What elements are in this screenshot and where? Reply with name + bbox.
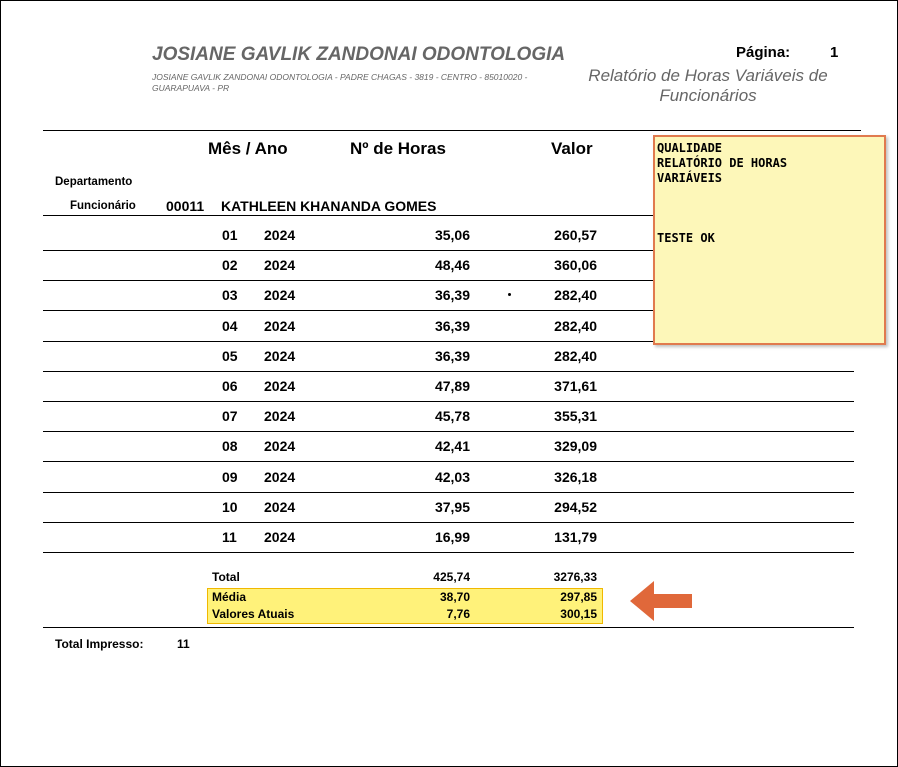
row-month: 07 [222,408,238,424]
row-hours: 47,89 [434,378,470,394]
header-divider [43,130,861,131]
employee-label: Funcionário [70,200,136,212]
row-year: 2024 [264,438,296,454]
note-line-4: TESTE OK [657,231,715,245]
row-divider [43,431,854,432]
current-hours: 7,76 [446,607,470,621]
row-hours: 42,41 [434,438,470,454]
row-value: 294,52 [554,499,597,515]
row-month: 08 [222,438,238,454]
row-divider [43,401,854,402]
row-hours: 36,39 [434,287,470,303]
row-year: 2024 [264,529,296,545]
row-hours: 16,99 [434,529,470,545]
summary-divider [43,627,854,628]
left-arrow-icon [628,578,694,624]
row-value: 360,06 [554,257,597,273]
page-number: 1 [830,44,839,61]
column-value: Valor [551,139,593,158]
row-year: 2024 [264,318,296,334]
company-address: JOSIANE GAVLIK ZANDONAI ODONTOLOGIA - PADRE CHAGAS - 3819 - CENTRO - 85010020 - GUARAPUAVA - PR [152,72,528,93]
note-line-3: VARIÁVEIS [657,171,723,185]
row-month: 09 [222,469,238,485]
stray-dot [508,293,511,296]
row-value: 371,61 [554,378,597,394]
row-hours: 37,95 [434,499,470,515]
row-hours: 36,39 [434,318,470,334]
row-month: 02 [222,257,238,273]
row-divider [43,522,854,523]
row-value: 282,40 [554,318,597,334]
current-values-label: Valores Atuais [212,607,295,621]
average-value: 297,85 [560,590,597,604]
column-month-year: Mês / Ano [208,139,288,158]
total-printed-label: Total Impresso: [55,637,144,651]
row-year: 2024 [264,227,296,243]
row-value: 131,79 [554,529,597,545]
row-value: 355,31 [554,408,597,424]
department-label: Departamento [55,176,133,188]
row-divider [43,371,854,372]
row-month: 05 [222,348,238,364]
row-hours: 35,06 [434,227,470,243]
row-value: 260,57 [554,227,597,243]
total-hours: 425,74 [433,570,470,584]
row-year: 2024 [264,348,296,364]
average-hours: 38,70 [439,590,470,604]
employee-code: 00011 [166,198,205,214]
row-hours: 45,78 [434,408,470,424]
row-value: 282,40 [554,348,597,364]
row-divider [43,461,854,462]
row-year: 2024 [264,378,296,394]
row-year: 2024 [264,257,296,273]
row-month: 04 [222,318,238,334]
row-divider [43,492,854,493]
sticky-note [653,135,886,345]
employee-name: KATHLEEN KHANANDA GOMES [221,198,437,214]
total-printed-count: 11 [177,637,190,651]
company-name: JOSIANE GAVLIK ZANDONAI ODONTOLOGIA [152,44,566,65]
row-month: 01 [222,227,238,243]
row-hours: 42,03 [434,469,470,485]
row-year: 2024 [264,408,296,424]
row-year: 2024 [264,499,296,515]
row-month: 10 [222,499,238,515]
row-value: 326,18 [554,469,597,485]
total-value: 3276,33 [553,570,597,584]
report-title: Relatório de Horas Variáveis de Funcionários [588,66,828,105]
row-divider [43,552,854,553]
row-year: 2024 [264,287,296,303]
row-month: 06 [222,378,238,394]
row-hours: 48,46 [434,257,470,273]
current-value: 300,15 [560,607,597,621]
row-month: 03 [222,287,238,303]
row-value: 329,09 [554,438,597,454]
note-line-2: RELATÓRIO DE HORAS [657,156,788,170]
row-hours: 36,39 [434,348,470,364]
row-year: 2024 [264,469,296,485]
row-month: 11 [222,529,237,545]
average-label: Média [212,590,247,604]
row-value: 282,40 [554,287,597,303]
total-label: Total [212,570,240,584]
note-line-1: QUALIDADE [657,141,723,155]
column-hours: Nº de Horas [350,139,446,158]
page-label: Página: [736,44,791,61]
